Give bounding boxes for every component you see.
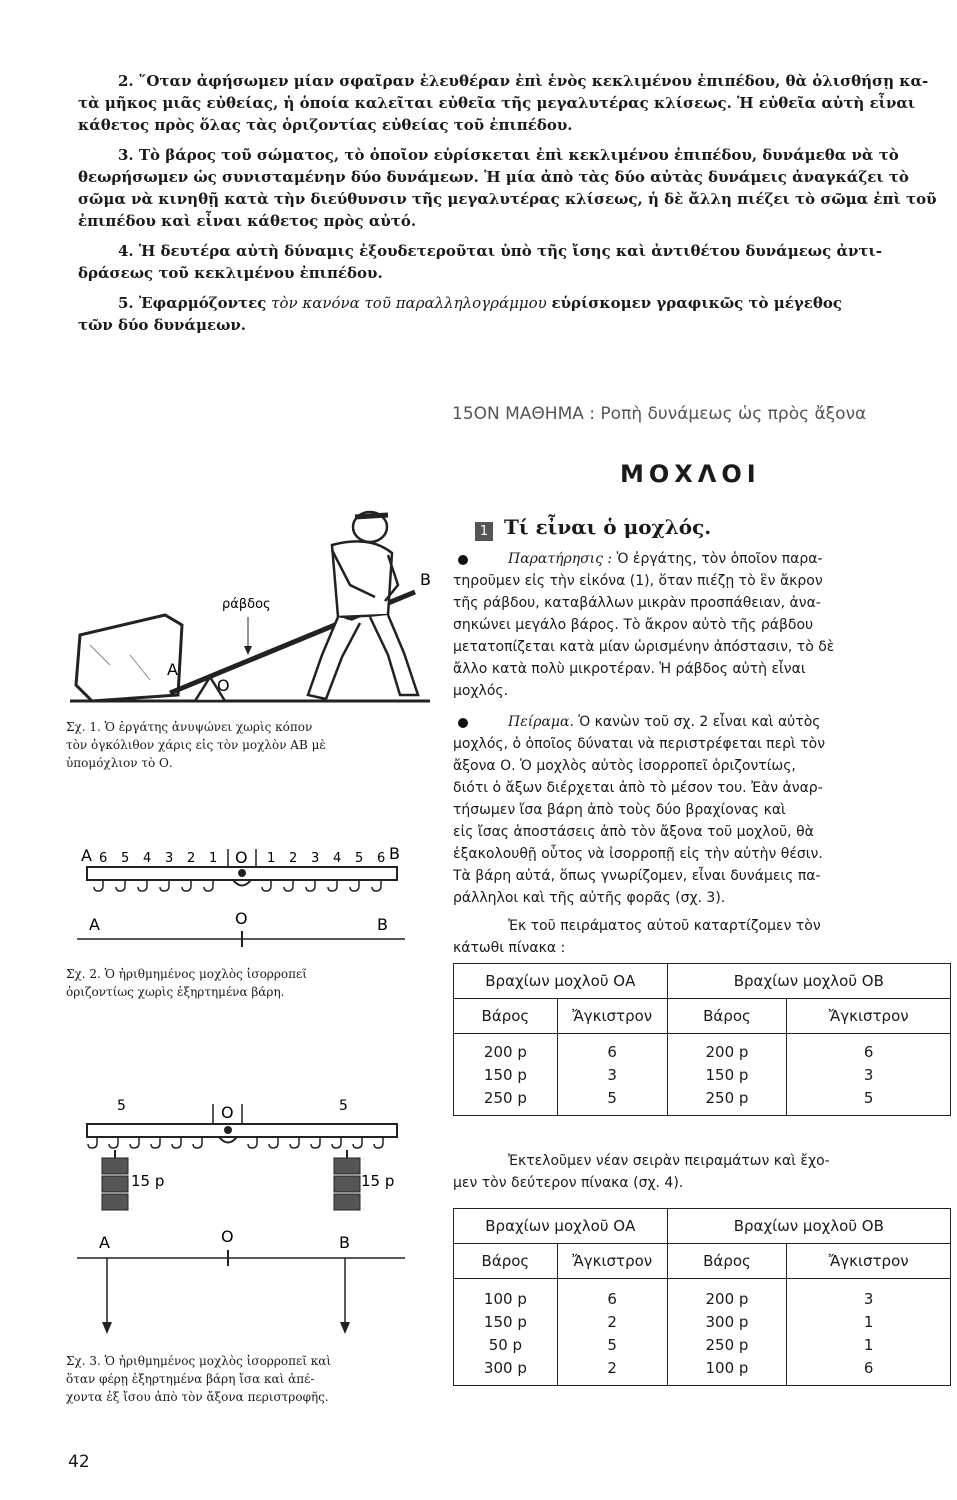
para3-line: Ἐκ τοῦ πειράματος αὐτοῦ καταρτίζομεν τὸν <box>508 918 821 934</box>
para1-line: τῆς ράβδου, καταβάλλων μικρὰν προσπάθειαν, ἀνα- <box>453 595 821 611</box>
table-cell: 150 p <box>454 1310 558 1333</box>
p5-rule: τὸν κανόνα τοῦ παραλληλογράμμου <box>271 294 547 312</box>
table-cell: 6 <box>557 1034 667 1064</box>
table-cell: 3 <box>557 1063 667 1086</box>
fig1-label-b: B <box>420 570 431 589</box>
fig2-tick-left-4: 4 <box>143 851 152 866</box>
table-cell: 250 p <box>667 1333 787 1356</box>
table-col-header: Ἄγκιστρον <box>787 999 951 1034</box>
fig1-caption-line: Σχ. 1. Ὁ ἐργάτης ἀνυψώνει χωρὶς κόπον <box>66 720 313 734</box>
section-title: Τί εἶναι ὁ μοχλός. <box>504 515 712 539</box>
para4-line: Ἐκτελοῦμεν νέαν σειρὰν πειραμάτων καὶ ἔχο- <box>508 1153 830 1169</box>
table-col-header: Βάρος <box>667 999 787 1034</box>
lever-table-1 <box>453 963 951 1116</box>
fig3-force-arrowhead-right <box>340 1322 350 1334</box>
figure-3-balanced-weights <box>75 1090 420 1345</box>
fig3-label-o-top: O <box>221 1103 234 1122</box>
p3-line-1: 3. Τὸ βάρος τοῦ σώματος, τὸ ὁποῖον εὑρίσκεται ἐπὶ κεκλιμένου ἐπιπέδου, δυνάμεθα νὰ τὸ <box>118 146 899 164</box>
para4-line: μεν τὸν δεύτερον πίνακα (σχ. 4). <box>453 1175 684 1191</box>
table-row <box>454 1310 951 1333</box>
table-cell: 6 <box>787 1356 951 1386</box>
para2-first: Ὁ κανὼν τοῦ σχ. 2 εἶναι καὶ αὐτὸς <box>578 714 821 730</box>
section-number-badge: 1 <box>475 522 493 541</box>
table-cell: 200 p <box>667 1279 787 1311</box>
pivot-dot <box>238 869 246 877</box>
para2-line: ἐξακολουθῇ οὗτος νὰ ἰσορροπῇ εἰς τὴν αὐτὴν θέσιν. <box>453 846 823 862</box>
figure-2-numbered-lever <box>75 835 420 950</box>
fig2-label-o: O <box>235 909 248 928</box>
table-group-header: Βραχίων μοχλοῦ ΟΒ <box>667 1209 950 1244</box>
lever-table-2 <box>453 1208 951 1386</box>
table-row <box>454 1034 951 1064</box>
worker-leg-left <box>308 617 360 699</box>
fig2-label-a-top: A <box>81 846 92 865</box>
table-row <box>454 1333 951 1356</box>
fig3-label-5-right: 5 <box>339 1098 348 1114</box>
table-cell: 50 p <box>454 1333 558 1356</box>
p5-line-1 <box>118 292 842 314</box>
pivot-dot <box>224 1126 232 1134</box>
hooks-row <box>94 880 381 891</box>
p2-line-3: κάθετος πρὸς ὅλας τὰς ὁριζοντίας εὐθείας τοῦ ἐπιπέδου. <box>78 116 573 134</box>
table-col-header: Βάρος <box>454 999 558 1034</box>
fig1-caption-line: ὑπομόχλιον τὸ Ο. <box>66 756 173 770</box>
table-group-header: Βραχίων μοχλοῦ ΟΑ <box>454 964 668 999</box>
para2-line: ράλληλοι καὶ τῆς αὐτῆς φορᾶς (σχ. 3). <box>453 890 726 906</box>
fig3-weight-left <box>102 1150 128 1210</box>
table-col-header: Ἄγκιστρον <box>557 1244 667 1279</box>
lever-bar <box>87 1124 397 1137</box>
worker-leg-right <box>370 615 418 695</box>
figure-1-worker-lever <box>70 505 440 720</box>
fig2-caption-line: ὁριζοντίως χωρὶς ἐξηρτημένα βάρη. <box>66 985 285 999</box>
table-cell: 100 p <box>454 1279 558 1311</box>
fig2-tick-left-5: 5 <box>121 851 130 866</box>
p3-line-3: σῶμα νὰ κινηθῇ κατὰ τὴν διεύθυνσιν τῆς μεγαλυτέρας κλίσεως, ἡ δὲ ἄλλη πιέζει τὸ σῶμα ἐπὶ τοῦ <box>78 190 937 208</box>
table-col-header: Βάρος <box>667 1244 787 1279</box>
fig2-label-b: B <box>377 915 388 934</box>
table-cell: 150 p <box>454 1063 558 1086</box>
table-group-header: Βραχίων μοχλοῦ ΟΑ <box>454 1209 668 1244</box>
p2-line-1: 2. ῞Οταν ἀφήσωμεν μίαν σφαῖραν ἐλευθέραν ἐπὶ ἑνὸς κεκλιμένου ἐπιπέδου, θὰ ὀλισθήσῃ κα- <box>118 72 929 90</box>
table-cell: 6 <box>557 1279 667 1311</box>
para2-first-line <box>508 711 957 733</box>
p4-line-1: 4. Ἡ δευτέρα αὐτὴ δύναμις ἐξουδετεροῦται ὑπὸ τῆς ἴσης καὶ ἀντιθέτου δυνάμεως ἀντι- <box>118 242 882 260</box>
table-cell: 1 <box>787 1333 951 1356</box>
fig3-label-b: B <box>339 1233 350 1252</box>
para1-line: ἄλλο κατὰ πολὺ μικροτέραν. Ἡ ράβδος αὐτὴ εἶναι <box>453 661 806 677</box>
table-row <box>454 1356 951 1386</box>
fig3-label-o: O <box>221 1227 234 1246</box>
table-cell: 5 <box>557 1333 667 1356</box>
worker-figure <box>308 512 418 699</box>
table-cell: 5 <box>787 1086 951 1116</box>
fig3-label-5-left: 5 <box>117 1098 126 1114</box>
fig3-force-arrowhead-left <box>102 1322 112 1334</box>
fig3-caption-line: ὅταν φέρῃ ἐξηρτημένα βάρη ἴσα καὶ ἀπέ- <box>66 1372 315 1386</box>
fig2-label-o-top: O <box>235 848 248 867</box>
table-cell: 200 p <box>667 1034 787 1064</box>
para1-first: Ὁ ἐργάτης, τὸν ὁποῖον παρα- <box>616 551 823 567</box>
p5-end: εὑρίσκομεν γραφικῶς τὸ μέγεθος <box>551 294 843 312</box>
fig2-caption-line: Σχ. 2. Ὁ ἠριθμημένος μοχλὸς ἰσορροπεῖ <box>66 967 307 981</box>
p3-line-2: θεωρήσωμεν ὡς συνισταμένην δύο δυνάμεων. Ἡ μία ἀπὸ τὰς δύο αὐτὰς δυνάμεις ἀναγκάζει τὸ <box>78 168 909 186</box>
fig2-tick-right-3: 3 <box>311 851 320 866</box>
table-cell: 2 <box>557 1356 667 1386</box>
p5-start: 5. Ἐφαρμόζοντες <box>118 294 267 312</box>
fig2-tick-right-2: 2 <box>289 851 298 866</box>
lesson-header: 15ΟΝ ΜΑΘΗΜΑ : Ροπὴ δυνάμεως ὡς πρὸς ἄξονα <box>452 404 867 424</box>
table-cell: 1 <box>787 1310 951 1333</box>
fig2-tick-right-4: 4 <box>333 851 342 866</box>
table-cell: 300 p <box>667 1310 787 1333</box>
fig2-tick-left-1: 1 <box>209 851 218 866</box>
table-col-header: Ἄγκιστρον <box>787 1244 951 1279</box>
fig3-caption-line: Σχ. 3. Ὁ ἠριθμημένος μοχλὸς ἰσορροπεῖ καὶ <box>66 1354 332 1368</box>
fig2-tick-left-3: 3 <box>165 851 174 866</box>
fig1-caption-line: τὸν ὀγκόλιθον χάρις εἰς τὸν μοχλὸν ΑΒ μὲ <box>66 738 326 752</box>
table-col-header: Ἄγκιστρον <box>557 999 667 1034</box>
para1-label: Παρατήρησις : <box>508 551 613 567</box>
table-cell: 250 p <box>454 1086 558 1116</box>
fig3-weight-left-label: 15 p <box>131 1172 165 1190</box>
p3-line-4: ἐπιπέδου καὶ εἶναι κάθετος πρὸς αὐτό. <box>78 212 417 230</box>
table-cell: 200 p <box>454 1034 558 1064</box>
worker-torso <box>332 541 392 617</box>
table-cell: 300 p <box>454 1356 558 1386</box>
table-row <box>454 1279 951 1311</box>
para2-line: διότι ὁ ἄξων διέρχεται ἀπὸ τὸ μέσον του. Ἐὰν ἀναρ- <box>453 780 823 796</box>
para1-line: μοχλός. <box>453 683 509 699</box>
table-row <box>454 1086 951 1116</box>
para2-line: Τὰ βάρη αὐτά, ὅπως γνωρίζομεν, εἶναι δυνάμεις πα- <box>453 868 821 884</box>
rod-pointer-arrow <box>244 646 252 655</box>
para1-first-line <box>508 548 957 570</box>
fig2-tick-left-2: 2 <box>187 851 196 866</box>
fig2-tick-left-6: 6 <box>99 851 108 866</box>
rock-block <box>76 615 182 701</box>
para1-line: τηροῦμεν εἰς τὴν εἰκόνα (1), ὅταν πιέζῃ τὸ ἓν ἄκρον <box>453 573 823 589</box>
table-col-header: Βάρος <box>454 1244 558 1279</box>
para1-line: μετατοπίζεται κατὰ μίαν ὡρισμένην ἀπόστασιν, τὸ δὲ <box>453 639 835 655</box>
p2-line-2: τὰ μῆκος μιᾶς εὐθείας, ἡ ὁποία καλεῖται εὐθεῖα τῆς μεγαλυτέρας κλίσεως. Ἡ εὐθεῖα αὐτὴ εἶναι <box>78 94 916 112</box>
fig2-label-b-top: B <box>389 844 400 863</box>
bullet-icon <box>458 555 468 565</box>
table-cell: 250 p <box>667 1086 787 1116</box>
para2-line: μοχλός, ὁ ὁποῖος δύναται νὰ περιστρέφεται περὶ τὸν <box>453 736 826 752</box>
fig2-tick-right-1: 1 <box>267 851 276 866</box>
fig1-rod-label: ράβδος <box>222 597 271 612</box>
para2-label: Πείραμα. <box>508 714 574 730</box>
fig3-weight-right <box>334 1150 360 1210</box>
table-cell: 150 p <box>667 1063 787 1086</box>
p5-line-2: τῶν δύο δυνάμεων. <box>78 316 247 334</box>
fig1-label-o: O <box>217 676 230 695</box>
table-cell: 100 p <box>667 1356 787 1386</box>
para2-line: ἄξονα Ο. Ὁ μοχλὸς αὐτὸς ἰσορροπεῖ ὁριζοντίως, <box>453 758 796 774</box>
fig1-label-a: A <box>167 660 178 679</box>
table-cell: 3 <box>787 1063 951 1086</box>
para2-line: εἰς ἴσας ἀποστάσεις ἀπὸ τὸν ἄξονα τοῦ μοχλοῦ, θὰ <box>453 824 814 840</box>
p4-line-2: δράσεως τοῦ κεκλιμένου ἐπιπέδου. <box>78 264 383 282</box>
fig3-label-a: A <box>99 1233 110 1252</box>
page-number: 42 <box>68 1452 90 1472</box>
table-group-header: Βραχίων μοχλοῦ ΟΒ <box>667 964 950 999</box>
para2-line: τήσωμεν ἴσα βάρη ἀπὸ τοὺς δύο βραχίονας καὶ <box>453 802 786 818</box>
table-row <box>454 1063 951 1086</box>
table-cell: 3 <box>787 1279 951 1311</box>
fig3-caption-line: χοντα ἐξ ἴσου ἀπὸ τὸν ἄξονα περιστροφῆς. <box>66 1390 329 1404</box>
table-cell: 6 <box>787 1034 951 1064</box>
para3-line: κάτωθι πίνακα : <box>453 940 566 956</box>
table-cell: 5 <box>557 1086 667 1116</box>
fig3-weight-right-label: 15 p <box>361 1172 395 1190</box>
fig2-tick-right-6: 6 <box>377 851 386 866</box>
table-cell: 2 <box>557 1310 667 1333</box>
page-title: ΜΟΧΛΟΙ <box>620 460 761 488</box>
fig2-tick-right-5: 5 <box>355 851 364 866</box>
fig2-label-a: A <box>89 915 100 934</box>
bullet-icon <box>458 718 468 728</box>
para1-line: σηκώνει μεγάλο βάρος. Τὸ ἄκρον αὐτὸ τῆς ράβδου <box>453 617 814 633</box>
